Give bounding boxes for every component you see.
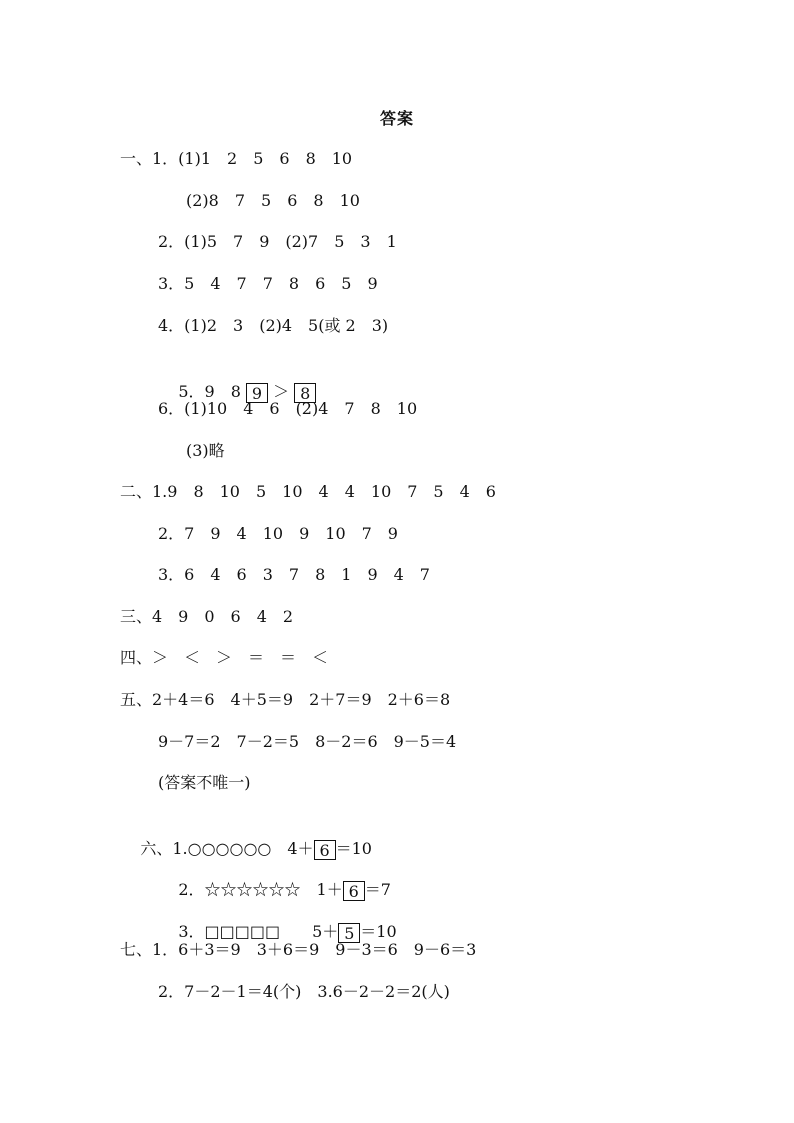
answer-line-1-4: 4．(1)2 3 (2)4 5(或 2 3) <box>158 316 389 335</box>
answer-6-2-result: ＝7 <box>364 880 391 899</box>
answer-6-3-text: 3．□□□□□ 5＋ <box>178 922 339 941</box>
answer-box: 5 <box>338 923 360 943</box>
answer-line-1-1b: (2)8 7 5 6 8 10 <box>186 191 360 210</box>
answer-line-1-3: 3．5 4 7 7 8 6 5 9 <box>158 274 378 293</box>
answer-line-2-2: 2．7 9 4 10 9 10 7 9 <box>158 524 398 543</box>
answer-line-3: 三、4 9 0 6 4 2 <box>120 607 294 626</box>
answer-line-2-3: 3．6 4 6 3 7 8 1 9 4 7 <box>158 565 430 584</box>
answer-box: 9 <box>246 383 268 403</box>
answer-line-4: 四、＞ ＜ ＞ ＝ ＝ ＜ <box>120 648 329 667</box>
answer-line-5b: 9－7＝2 7－2＝5 8－2＝6 9－5＝4 <box>158 732 457 751</box>
answer-line-5c: (答案不唯一) <box>158 773 251 792</box>
answer-line-1-2: 2．(1)5 7 9 (2)7 5 3 1 <box>158 232 397 251</box>
answer-box: 6 <box>314 840 336 860</box>
answer-box: 8 <box>294 383 316 403</box>
answer-6-1-text: 六、1.○○○○○○ 4＋ <box>140 839 314 858</box>
answer-line-1-5 <box>158 356 316 403</box>
answer-line-5a: 五、2＋4＝6 4＋5＝9 2＋7＝9 2＋6＝8 <box>120 690 451 709</box>
answer-line-1-6b: (3)略 <box>186 441 225 460</box>
page-title: 答案 <box>379 109 414 128</box>
answer-line-6-2 <box>158 854 391 901</box>
answer-line-7-1: 七、1．6＋3＝9 3＋6＝9 9－3＝6 9－6＝3 <box>120 940 477 959</box>
answer-1-5-comparison: ＞ <box>267 382 295 401</box>
answer-line-7-2: 2．7－2－1＝4(个) 3.6－2－2＝2(人) <box>158 982 450 1001</box>
answer-6-2-text: 2．☆☆☆☆☆☆ 1＋ <box>178 880 343 899</box>
answer-line-2-1: 二、1.9 8 10 5 10 4 4 10 7 5 4 6 <box>120 482 496 501</box>
answer-6-3-result: ＝10 <box>360 922 397 941</box>
answer-line-1-6: 6．(1)10 4 6 (2)4 7 8 10 <box>158 399 418 418</box>
answer-line-1-1a: 一、1．(1)1 2 5 6 8 10 <box>120 149 353 168</box>
answer-line-6-3 <box>158 896 397 943</box>
answer-1-5-text: 5．9 8 <box>178 382 246 401</box>
answer-6-1-result: ＝10 <box>335 839 372 858</box>
answer-box: 6 <box>343 881 365 901</box>
answer-line-6-1 <box>120 813 372 860</box>
